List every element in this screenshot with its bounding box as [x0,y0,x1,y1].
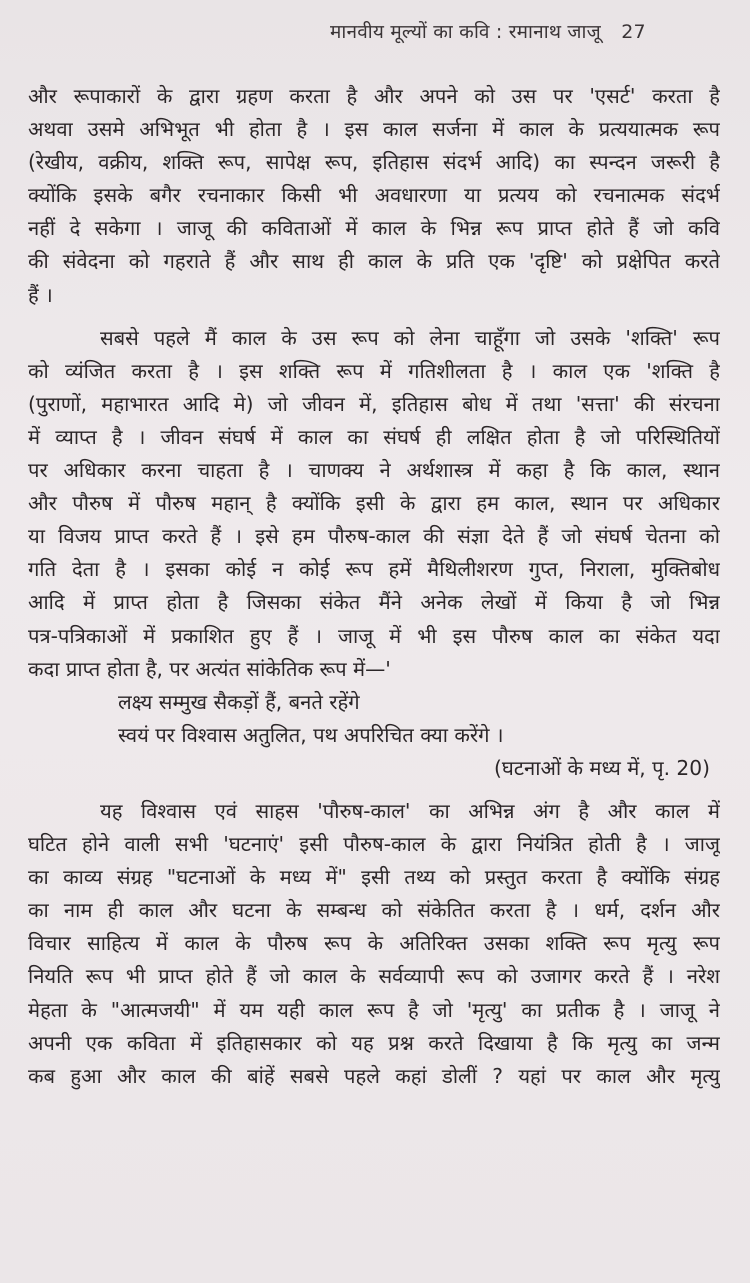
text-line: या विजय प्राप्त करते हैं । इसे हम पौरुष-काल की संज्ञा देते हैं जो संघर्ष चेतना को [28,524,720,549]
text-line: में व्याप्त है । जीवन संघर्ष में काल का संघर्ष ही लक्षित होता है जो परिस्थितियों [28,424,720,449]
text-line: को व्यंजित करता है । इस शक्ति रूप में गतिशीलता है । काल एक 'शक्ति है [28,358,720,383]
text-line: घटित होने वाली सभी 'घटनाएं' इसी पौरुष-काल के द्वारा नियंत्रित होती है । जाजू [28,832,720,857]
text-line: कदा प्राप्त होता है, पर अत्यंत सांकेतिक रूप में—' [28,656,391,681]
text-line: हैं । [28,282,53,307]
text-line: यह विश्वास एवं साहस 'पौरुष-काल' का अभिन्न अंग है और काल में [100,798,720,823]
text-line: अपनी एक कविता में इतिहासकार को यह प्रश्न करते दिखाया है कि मृत्यु का जन्म [28,1030,720,1055]
text-line: मेहता के "आत्मजयी" में यम यही काल रूप है जो 'मृत्यु' का प्रतीक है । जाजू ने [28,997,720,1022]
text-line: क्योंकि इसके बगैर रचनाकार किसी भी अवधारणा या प्रत्यय को रचनात्मक संदर्भ [28,183,720,208]
paragraph-1 [28,80,720,312]
text-line: कब हुआ और काल की बांहें सबसे पहले कहां डोलीं ? यहां पर काल और मृत्यु [28,1063,720,1088]
text-line: की संवेदना को गहराते हैं और साथ ही काल के प्रति एक 'दृष्टि' को प्रक्षेपित करते [28,249,720,274]
text-line: का काव्य संग्रह "घटनाओं के मध्य में" इसी तथ्य को प्रस्तुत करता है क्योंकि संग्रह [28,865,720,890]
verse-line: स्वयं पर विश्वास अतुलित, पथ अपरिचित क्या करेंगे । [118,722,504,747]
page-number: 27 [621,21,646,43]
paragraph-2 [28,322,720,686]
running-title: मानवीय मूल्यों का कवि : रमानाथ जाजू [330,21,601,43]
verse-quote [28,686,720,785]
text-line: पर अधिकार करना चाहता है । चाणक्य ने अर्थशास्त्र में कहा है कि काल, स्थान [28,458,720,483]
text-line: (रेखीय, वक्रीय, शक्ति रूप, सापेक्ष रूप, इतिहास संदर्भ आदि) का स्पन्दन जरूरी है [28,150,720,175]
verse-citation: (घटनाओं के मध्य में, पृ. 20) [494,755,710,780]
text-line: पत्र-पत्रिकाओं में प्रकाशित हुए हैं । जाजू में भी इस पौरुष काल का संकेत यदा [28,623,720,648]
paragraph-3 [28,795,720,1093]
body-text [28,80,720,1093]
text-line: सबसे पहले मैं काल के उस रूप को लेना चाहूँगा जो उसके 'शक्ति' रूप [100,325,720,350]
text-line: और पौरुष में पौरुष महान् है क्योंकि इसी के द्वारा हम काल, स्थान पर अधिकार [28,491,720,516]
text-line: (पुराणों, महाभारत आदि मे) जो जीवन में, इतिहास बोध में तथा 'सत्ता' की संरचना [28,391,720,416]
text-line: और रूपाकारों के द्वारा ग्रहण करता है और अपने को उस पर 'एसर्ट' करता है [28,84,720,108]
text-line: आदि में प्राप्त होता है जिसका संकेत मैंने अनेक लेखों में किया है जो भिन्न [28,590,720,615]
verse-line: लक्ष्य सम्मुख सैकड़ों हैं, बनते रहेंगे [118,689,360,714]
text-line: का नाम ही काल और घटना के सम्बन्ध को संकेतित करता है । धर्म, दर्शन और [28,898,720,923]
text-line: गति देता है । इसका कोई न कोई रूप हमें मैथिलीशरण गुप्त, निराला, मुक्तिबोध [28,557,720,582]
running-header [330,18,730,44]
text-line: अथवा उसमे अभिभूत भी होता है । इस काल सर्जना में काल के प्रत्ययात्मक रूप [28,117,720,142]
text-line: नहीं दे सकेगा । जाजू की कविताओं में काल के भिन्न रूप प्राप्त होते हैं जो कवि [28,216,720,241]
text-line: विचार साहित्य में काल के पौरुष रूप के अतिरिक्त उसका शक्ति रूप मृत्यु रूप [28,931,720,956]
text-line: नियति रूप भी प्राप्त होते हैं जो काल के सर्वव्यापी रूप को उजागर करते हैं । नरेश [28,964,720,989]
